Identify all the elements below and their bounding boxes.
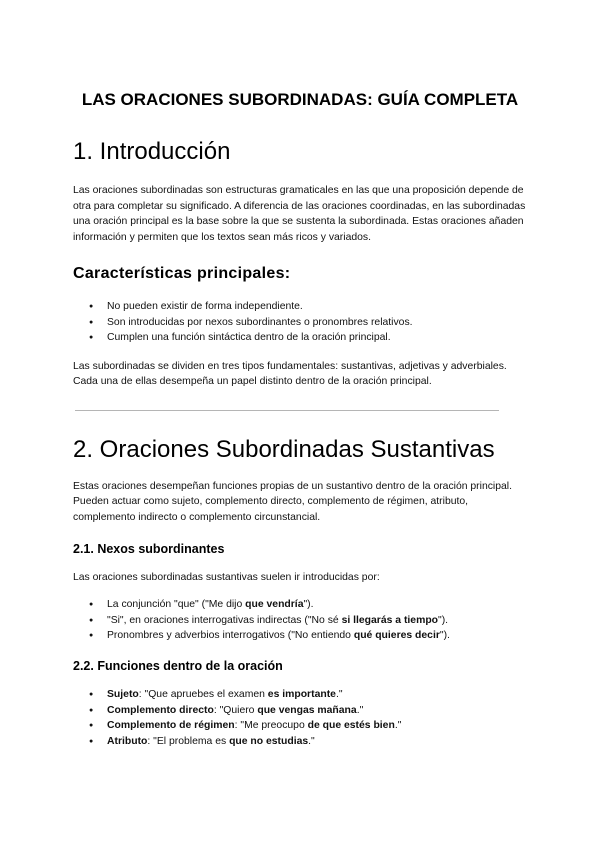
- funciones-list: [73, 687, 527, 749]
- list-item: ● Son introducidas por nexos subordinantes o pronombres relativos.: [73, 315, 527, 330]
- types-paragraph: Las subordinadas se dividen en tres tipos fundamentales: sustantivas, adjetivas y adverbiales. Cada una de ellas desempeña un papel distinto dentro de la oración principal.: [73, 360, 507, 388]
- list-item: ● No pueden existir de forma independiente.: [73, 299, 527, 314]
- nexos-list: [73, 597, 527, 643]
- list-item: ● Complemento de régimen: "Me preocupo de que estés bien.": [73, 718, 527, 733]
- intro-heading: 1. Introducción: [73, 138, 231, 165]
- sustantivas-paragraph: Estas oraciones desempeñan funciones propias de un sustantivo dentro de la oración principal. Pueden actuar como sujeto, complemento directo, complemento de régimen, atributo, complemento indirecto o complemento circunstancial.: [73, 480, 512, 523]
- list-item: ● Cumplen una función sintáctica dentro de la oración principal.: [73, 330, 527, 345]
- sustantivas-heading: 2. Oraciones Subordinadas Sustantivas: [73, 435, 495, 463]
- list-item: ● Atributo: "El problema es que no estudias.": [73, 734, 527, 749]
- funciones-heading: 2.2. Funciones dentro de la oración: [73, 659, 283, 674]
- section-divider: [75, 410, 499, 411]
- intro-paragraph: Las oraciones subordinadas son estructuras gramaticales en las que una proposición depende de otra para completar su significado. A diferencia de las oraciones coordinadas, en las subordinadas una oración principal es la base sobre la que se sustenta la subordinada. Estas oraciones añaden información y permiten que los textos sean más ricos y variados.: [73, 185, 526, 243]
- list-item: ● "Si", en oraciones interrogativas indirectas ("No sé si llegarás a tiempo").: [73, 613, 527, 628]
- list-item: ● Complemento directo: "Quiero que vengas mañana.": [73, 703, 527, 718]
- characteristics-heading: Características principales:: [73, 265, 291, 283]
- nexos-heading: 2.1. Nexos subordinantes: [73, 541, 225, 556]
- list-item: ● Sujeto: "Que apruebes el examen es importante.": [73, 687, 527, 702]
- document-title: LAS ORACIONES SUBORDINADAS: GUÍA COMPLETA: [81, 90, 519, 109]
- list-item: ● Pronombres y adverbios interrogativos ("No entiendo qué quieres decir").: [73, 628, 527, 643]
- characteristics-list: [73, 299, 527, 345]
- nexos-intro: Las oraciones subordinadas sustantivas suelen ir introducidas por:: [73, 571, 380, 583]
- list-item: ● La conjunción "que" ("Me dijo que vendría").: [73, 597, 527, 612]
